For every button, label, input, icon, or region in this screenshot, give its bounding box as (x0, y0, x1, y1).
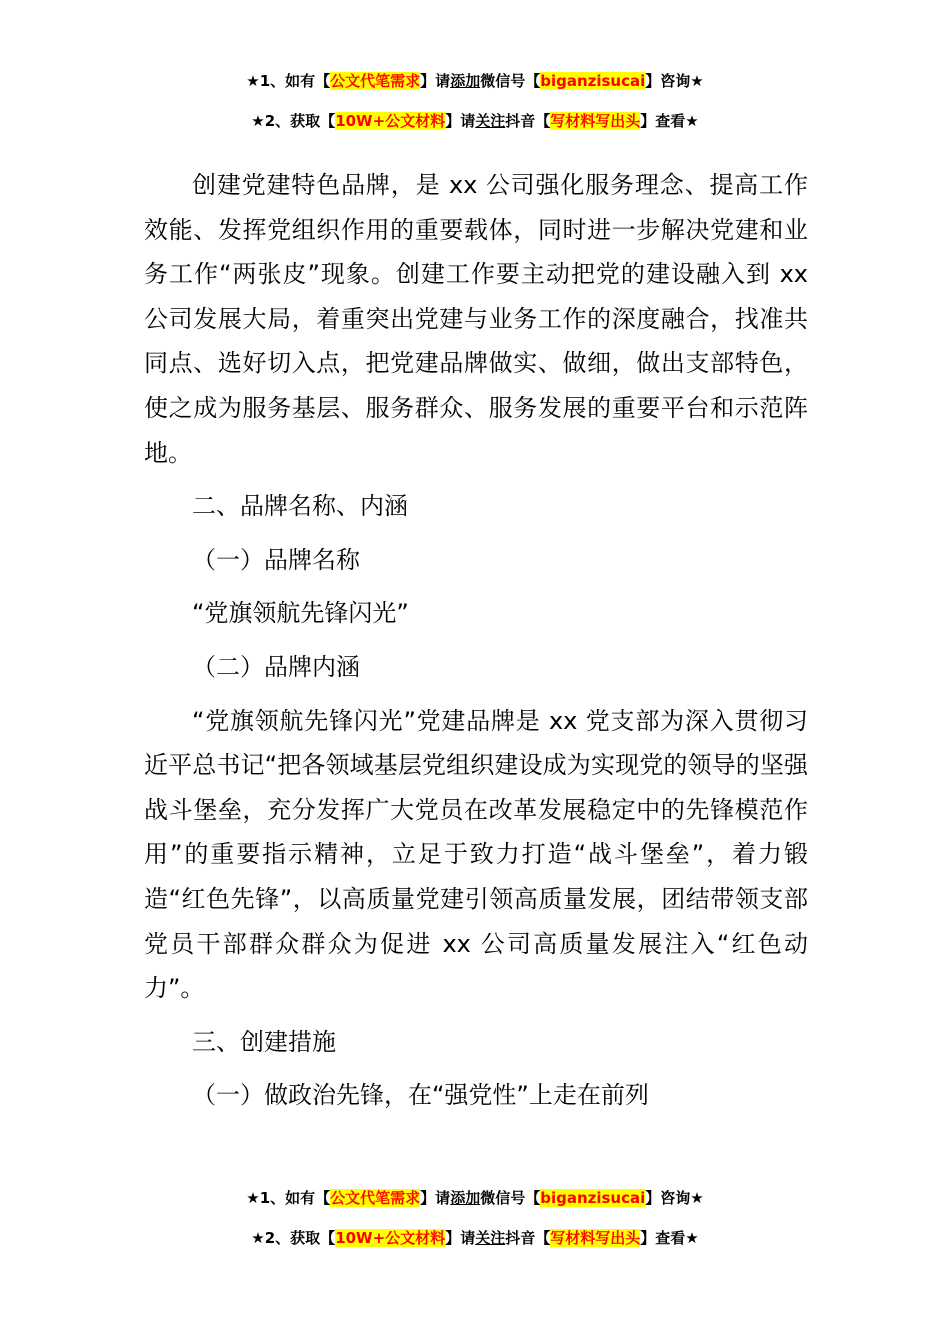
top-banner-line-2: ★2、获取【10W+公文材料】请关注抖音【写材料写出头】查看★ (251, 112, 699, 130)
brand-name-text: “党旗领航先锋闪光” (192, 599, 409, 628)
highlight-materials-text: 10W+公文材料 (335, 112, 446, 130)
bottom-banner-line-2: ★2、获取【10W+公文材料】请关注抖音【写材料写出头】查看★ (251, 1229, 699, 1247)
document-body (144, 163, 808, 1118)
wechat-id: biganzisucai (540, 72, 646, 90)
bottom-banner-line-1: ★1、如有【公文代笔需求】请添加微信号【biganzisucai】咨询★ (246, 1189, 704, 1207)
section-heading-brand: 二、品牌名称、内涵 (192, 492, 408, 521)
douyin-account: 写材料写出头 (550, 112, 641, 130)
subheading-brand-name: （一）品牌名称 (192, 545, 360, 574)
section-heading-measures: 三、创建措施 (192, 1027, 336, 1056)
highlight-materials-text: 10W+公文材料 (335, 1229, 446, 1247)
highlight-service-text: 公文代笔需求 (330, 72, 421, 90)
measure-heading-1: （一）做政治先锋，在“强党性”上走在前列 (192, 1081, 649, 1110)
subheading-brand-connotation: （二）品牌内涵 (192, 652, 360, 681)
connotation-paragraph: “党旗领航先锋闪光”党建品牌是 xx 党支部为深入贯彻习近平总书记“把各领域基层党组织建设成为实现党的领导的坚强战斗堡垒，充分发挥广大党员在改革发展稳定中的先锋模范作用”的重要指示精神，立足于致力打造“战斗堡垒”，着力锻造“红色先锋”，以高质量党建引领高质量发展，团结带领支部党员干部群众群众为促进 xx 公司高质量发展注入“红色动力”。 (144, 706, 808, 1003)
douyin-account: 写材料写出头 (550, 1229, 641, 1247)
highlight-service-text: 公文代笔需求 (330, 1189, 421, 1207)
intro-paragraph: 创建党建特色品牌，是 xx 公司强化服务理念、提高工作效能、发挥党组织作用的重要载体，同时进一步解决党建和业务工作“两张皮”现象。创建工作要主动把党的建设融入到 xx 公司发展大局，着重突出党建与业务工作的深度融合，找准共同点、选好切入点，把党建品牌做实、做细，做出支部特色，使之成为服务基层、服务群众、服务发展的重要平台和示范阵地。 (144, 171, 808, 467)
top-banner-line-1: ★1、如有【公文代笔需求】请添加微信号【biganzisucai】咨询★ (246, 72, 704, 90)
wechat-id: biganzisucai (540, 1189, 646, 1207)
